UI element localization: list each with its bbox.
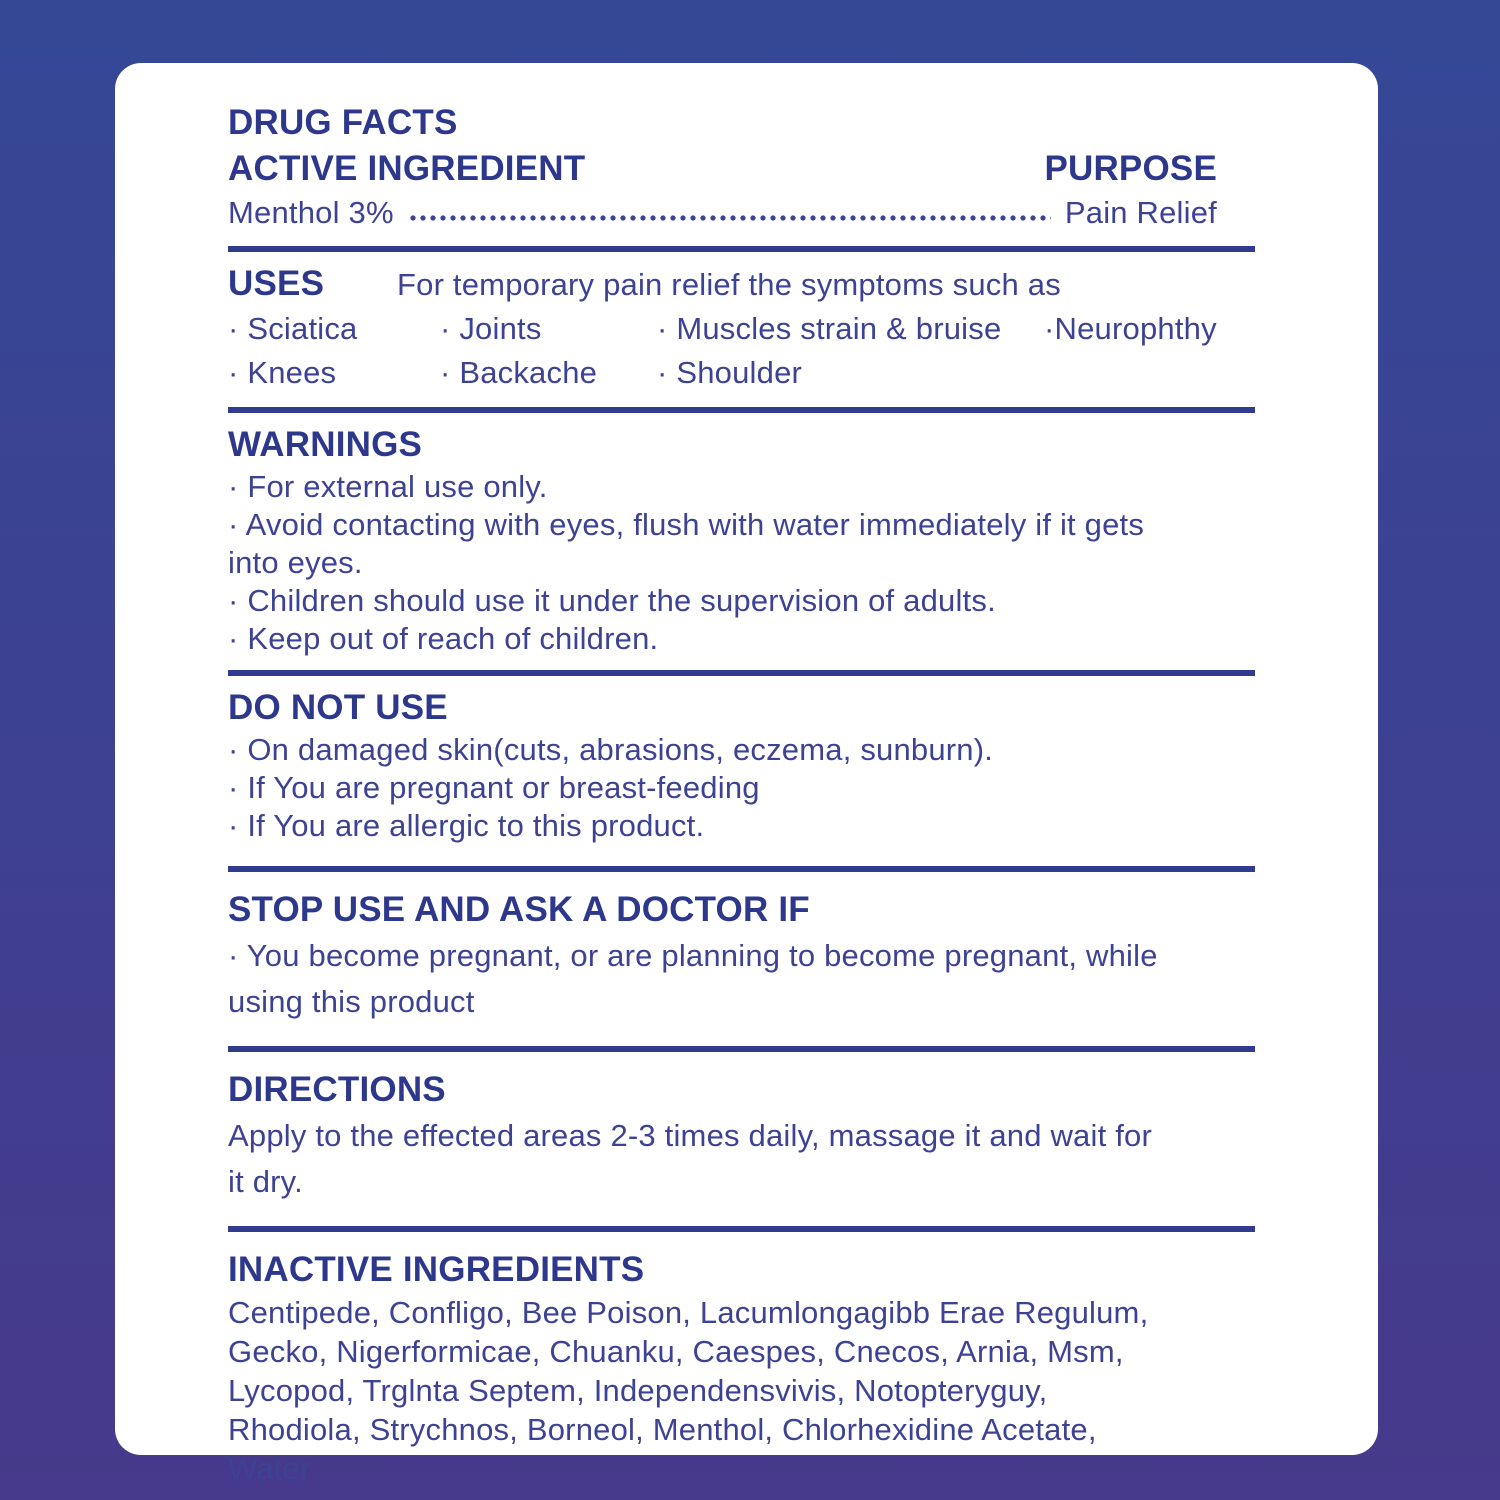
uses-item: · Joints — [440, 311, 542, 346]
section-divider — [228, 670, 1255, 676]
section-divider — [228, 1046, 1255, 1052]
uses-intro: For temporary pain relief the symptoms such as — [397, 267, 1061, 302]
uses-item: ·Neurophthy — [1044, 311, 1217, 346]
uses-item: · Backache — [440, 355, 598, 390]
section-divider — [228, 1226, 1255, 1232]
directions-section — [228, 1067, 1255, 1205]
uses-item: · Sciatica — [228, 311, 358, 346]
section-divider — [228, 407, 1255, 413]
inactive-ingredients-line: Lycopod, Trglnta Septem, Independensvivis, Notopteryguy, — [228, 1373, 1048, 1408]
active-ingredient-header-row — [228, 146, 1255, 192]
warning-line: · Avoid contacting with eyes, flush with water immediately if it gets — [228, 507, 1145, 542]
uses-item: · Knees — [228, 355, 337, 390]
uses-item: · Muscles strain & bruise — [657, 311, 1002, 346]
warning-line: · For external use only. — [228, 469, 548, 504]
purpose-value: Pain Relief — [1064, 195, 1217, 230]
warnings-heading: WARNINGS — [228, 425, 423, 464]
active-ingredient-value-row — [228, 192, 1255, 234]
warnings-section — [228, 422, 1255, 658]
section-divider — [228, 246, 1255, 252]
directions-heading: DIRECTIONS — [228, 1070, 446, 1109]
warning-line: into eyes. — [228, 545, 363, 580]
inactive-ingredients-line: Centipede, Confligo, Bee Poison, Lacumlongagibb Erae Regulum, — [228, 1295, 1149, 1330]
inactive-ingredients-line: Gecko, Nigerformicae, Chuanku, Caespes, Cnecos, Arnia, Msm, — [228, 1334, 1124, 1369]
active-ingredient-heading: ACTIVE INGREDIENT — [228, 149, 586, 188]
warning-line: · Keep out of reach of children. — [228, 621, 659, 656]
dotted-leader — [410, 215, 1051, 221]
label-title: DRUG FACTS — [228, 103, 458, 142]
do-not-use-line: · On damaged skin(cuts, abrasions, eczema, sunburn). — [228, 732, 994, 767]
directions-line: it dry. — [228, 1164, 303, 1199]
uses-symptom-grid — [228, 307, 1255, 395]
uses-item: · Shoulder — [657, 355, 803, 390]
active-ingredient-value: Menthol 3% — [228, 195, 394, 230]
inactive-ingredients-heading: INACTIVE INGREDIENTS — [228, 1250, 645, 1289]
uses-section — [228, 261, 1255, 395]
do-not-use-line: · If You are pregnant or breast-feeding — [228, 770, 760, 805]
uses-heading: USES — [228, 264, 325, 303]
drug-facts-label — [115, 63, 1378, 1486]
warning-line: · Children should use it under the supervision of adults. — [228, 583, 996, 618]
stop-use-line: using this product — [228, 984, 475, 1019]
inactive-ingredients-line: Water — [228, 1451, 311, 1486]
do-not-use-line: · If You are allergic to this product. — [228, 808, 705, 843]
stop-use-section — [228, 887, 1255, 1025]
inactive-ingredients-line: Rhodiola, Strychnos, Borneol, Menthol, Chlorhexidine Acetate, — [228, 1412, 1097, 1447]
directions-line: Apply to the effected areas 2-3 times daily, massage it and wait for — [228, 1118, 1152, 1153]
stop-use-heading: STOP USE AND ASK A DOCTOR IF — [228, 890, 810, 929]
do-not-use-heading: DO NOT USE — [228, 688, 448, 727]
inactive-ingredients-section — [228, 1247, 1255, 1488]
section-divider — [228, 866, 1255, 872]
do-not-use-section — [228, 685, 1255, 845]
stop-use-line: · You become pregnant, or are planning to become pregnant, while — [228, 938, 1158, 973]
uses-heading-row — [228, 261, 1255, 307]
purpose-heading: PURPOSE — [1044, 149, 1217, 188]
